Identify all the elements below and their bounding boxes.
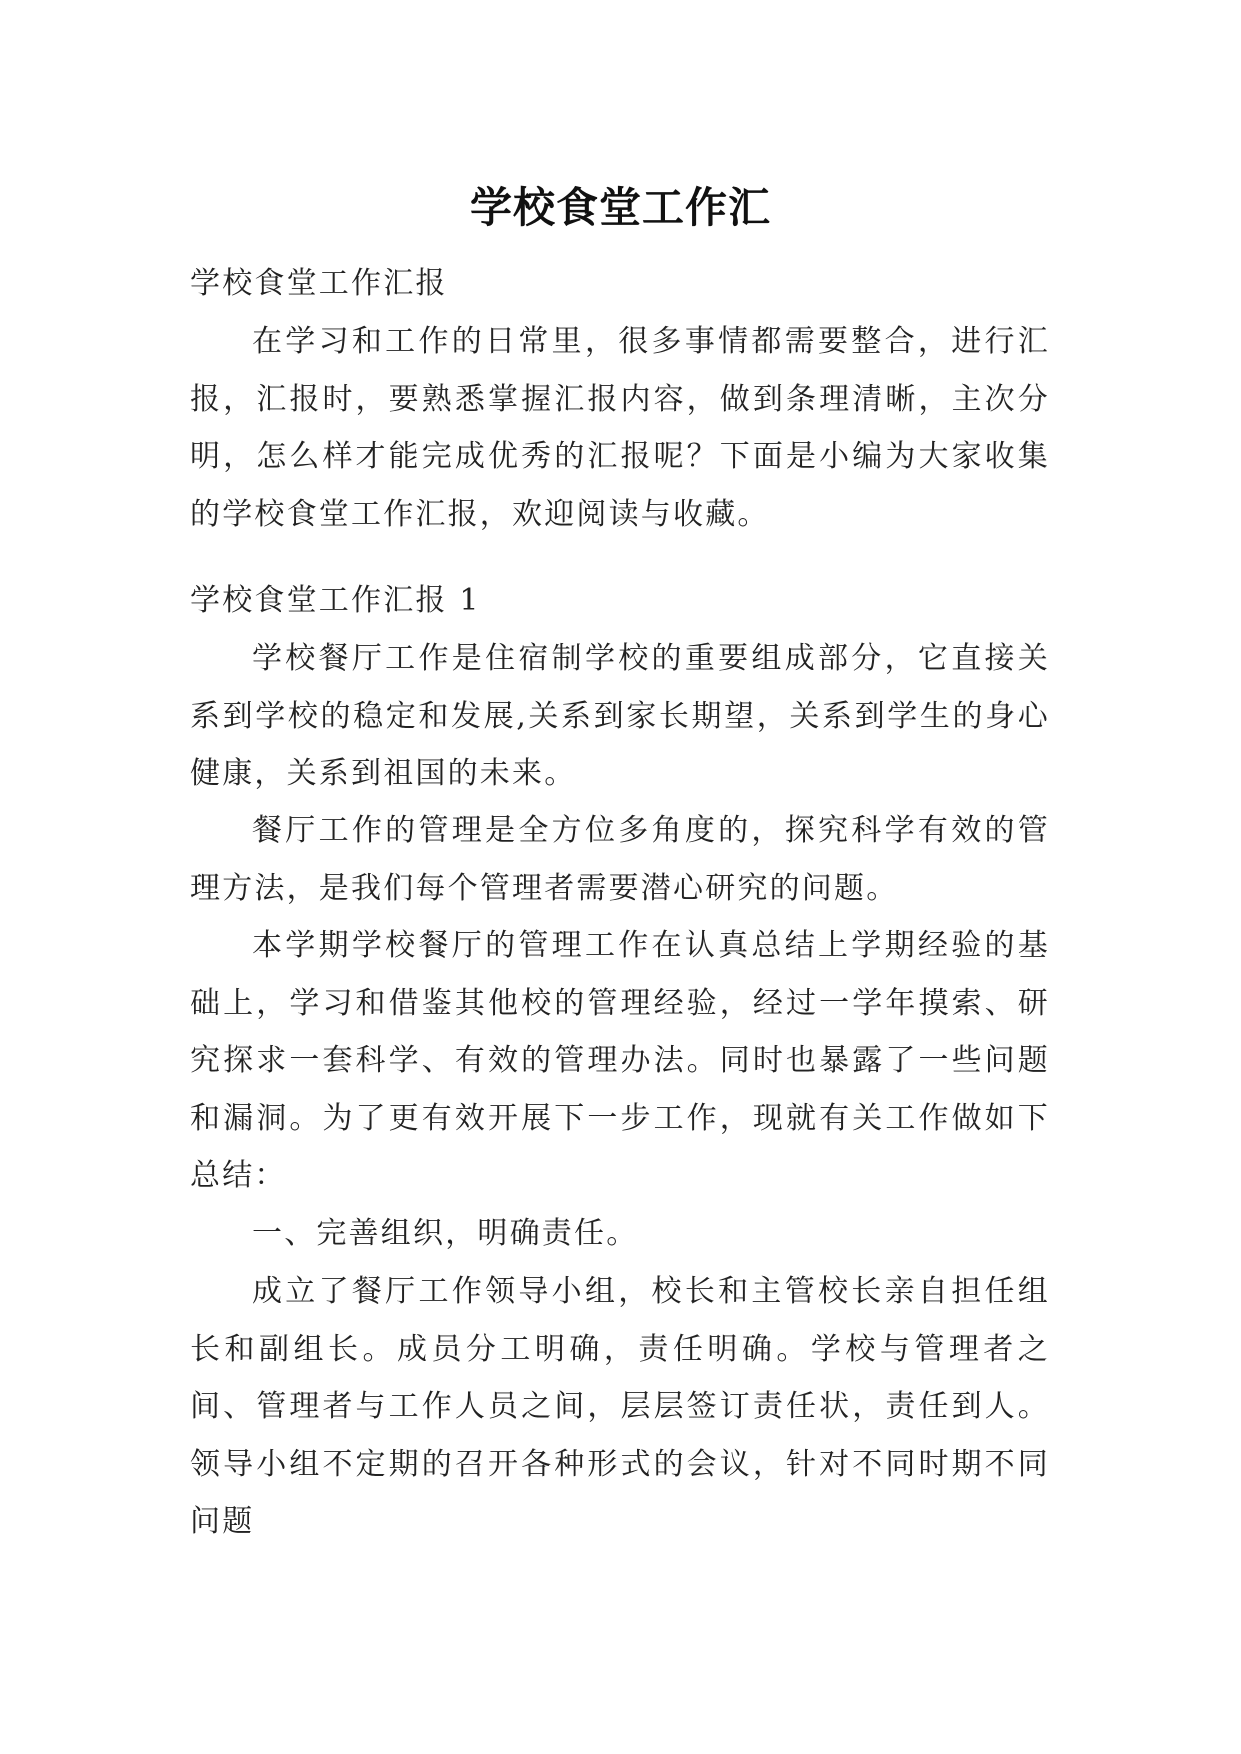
document-title: 学校食堂工作汇 xyxy=(469,183,771,233)
section-point-1: 一、完善组织，明确责任。 xyxy=(252,1216,639,1251)
document-subtitle: 学校食堂工作汇报 xyxy=(190,266,448,301)
intro-paragraph: 在学习和工作的日常里，很多事情都需要整合，进行汇报，汇报时，要熟悉掌握汇报内容，做到条理清晰，主次分明，怎么样才能完成优秀的汇报呢？下面是小编为大家收集的学校食堂工作汇报，欢迎阅读与收藏。 xyxy=(190,324,1050,532)
paragraph-1: 学校餐厅工作是住宿制学校的重要组成部分，它直接关系到学校的稳定和发展,关系到家长期望，关系到学生的身心健康，关系到祖国的未来。 xyxy=(190,641,1050,791)
section-heading: 学校食堂工作汇报 1 xyxy=(190,583,481,618)
paragraph-4: 成立了餐厅工作领导小组，校长和主管校长亲自担任组长和副组长。成员分工明确，责任明确。学校与管理者之间、管理者与工作人员之间，层层签订责任状，责任到人。领导小组不定期的召开各种形式的会议，针对不同时期不同问题 xyxy=(190,1274,1050,1539)
paragraph-3: 本学期学校餐厅的管理工作在认真总结上学期经验的基础上，学习和借鉴其他校的管理经验，经过一学年摸索、研究探求一套科学、有效的管理办法。同时也暴露了一些问题和漏洞。为了更有效开展下一步工作，现就有关工作做如下总结： xyxy=(190,928,1050,1193)
paragraph-2: 餐厅工作的管理是全方位多角度的，探究科学有效的管理方法，是我们每个管理者需要潜心研究的问题。 xyxy=(190,813,1050,906)
